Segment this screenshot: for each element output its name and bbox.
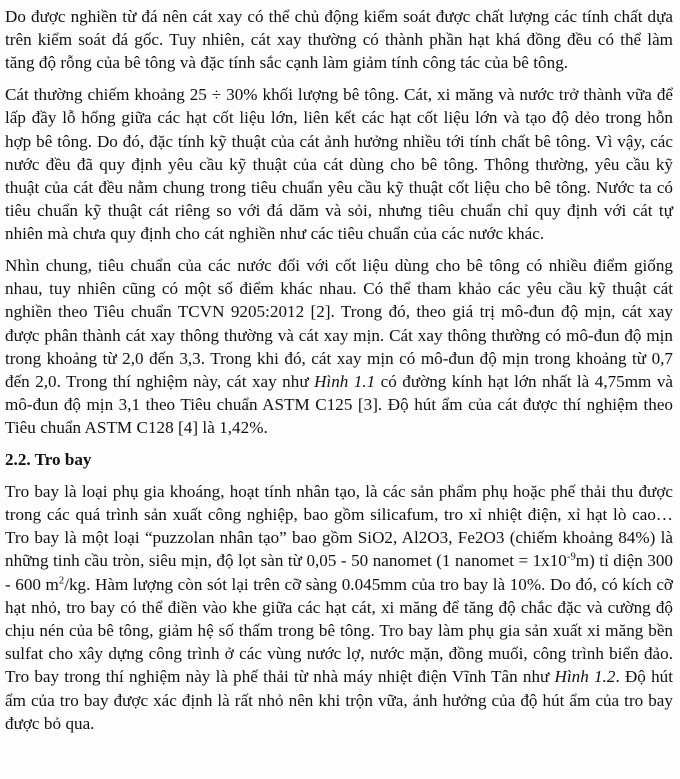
superscript-value: 2 (58, 574, 65, 586)
text-run: Tro bay là loại phụ gia khoáng, hoạt tính nhân tạo, là các sản phẩm phụ hoặc phế thải thu được trong các quá trình sản xuất công nghiệp, bao gồm silicafum, tro xỉ nhiệt điện, xỉ hạt lò cao… Tro bay là một loại “puzzolan nhân tạo” bao gồm SiO2, Al2O3, Fe2O3 (chiếm khoảng 84%) là những tinh cầu tròn, siêu mịn, độ lọt sàn từ 0,05 - 50 nanomet (1 nanomet = 1x10 (5, 481, 673, 571)
text-run: Nhìn chung, tiêu chuẩn của các nước đối với cốt liệu dùng cho bê tông có nhiều điểm giống nhau, tuy nhiên cũng có một số điểm khác nhau. Có thể tham khảo các yêu cầu kỹ thuật cát nghiền theo Tiêu chuẩn TCVN 9205:2012 [2]. Trong đó, theo giá trị mô-đun độ mịn, cát xay được phân thành cát xay thông thường và cát xay mịn. Cát xay thông thường có mô-đun độ mịn trong khoảng từ 2,0 đến 3,3. Trong khi đó, cát xay mịn có mô-đun độ mịn trong khoảng từ 0,7 đến 2,0. Trong thí nghiệm này, cát xay như (5, 256, 673, 392)
figure-reference: Hình 1.1 (314, 372, 376, 392)
text-run: m) tỉ diện 300 - 600 m (5, 551, 673, 594)
text-run: có đường kính hạt lớn nhất là 4,75mm và mô-đun độ mịn 3,1 theo Tiêu chuẩn ASTM C125 [3]. Độ hút ẩm của cát được thí nghiệm theo Tiêu chuẩn ASTM C128 [4] là 1,42%. (5, 372, 673, 438)
text-run: /kg. Hàm lượng còn sót lại trên cỡ sàng 0.045mm của tro bay là 10%. Do đó, có kích cỡ hạt nhỏ, tro bay có thể điền vào khe giữa các hạt cát, xi măng để tăng độ chắc đặc và cường độ chịu nén của bê tông, giảm hệ số thấm trong bê tông. Tro bay làm phụ gia sản xuất xi măng bền sulfat cho xây dựng công trình ở các vùng nước lợ, nước mặn, đồng muối, công trình biển đảo. Tro bay trong thí nghiệm này là phế thải từ nhà máy nhiệt điện Vĩnh Tân như (5, 574, 673, 687)
figure-reference: Hình 1.2 (554, 667, 616, 687)
paragraph-standards-fineness-modulus (5, 254, 673, 440)
section-heading-2-2-tro-bay: 2.2. Tro bay (5, 450, 92, 470)
paragraph-crushed-sand-quality: Do được nghiền từ đá nên cát xay có thể chủ động kiểm soát được chất lượng các tính chất dựa trên kiểm soát đá gốc. Tuy nhiên, cát xay thường có thành phần hạt khá đồng đều có thể làm tăng độ rỗng của bê tông và đặc tính sắc cạnh làm giảm tính công tác của bê tông. (5, 7, 673, 73)
paragraph-sand-proportion: Cát thường chiếm khoảng 25 ÷ 30% khối lượng bê tông. Cát, xi măng và nước trở thành vữa để lấp đầy lỗ hổng giữa các hạt cốt liệu lớn, liên kết các hạt cốt liệu lớn và tạo độ dẻo trong hỗn hợp bê tông. Do đó, đặc tính kỹ thuật của cát ảnh hưởng nhiều tới tính chất bê tông. Vì vậy, các nước đều đã quy định yêu cầu kỹ thuật của cát dùng cho bê tông. Thông thường, yêu cầu kỹ thuật của cát đều nằm chung trong tiêu chuẩn yêu cầu kỹ thuật cốt liệu cho bê tông. Nước ta có tiêu chuẩn kỹ thuật cát riêng so với đá dăm và sỏi, nhưng tiêu chuẩn chỉ quy định với cát tự nhiên mà chưa quy định cho cát nghiền như các tiêu chuẩn của các nước khác. (5, 85, 673, 244)
superscript-value: -9 (566, 551, 576, 563)
text-run: . Độ hút ẩm của tro bay được xác định là rất nhỏ nên khi trộn vữa, ảnh hưởng của độ hút ẩm của tro bay được bỏ qua. (5, 667, 673, 733)
paragraph-fly-ash-description (5, 480, 673, 735)
